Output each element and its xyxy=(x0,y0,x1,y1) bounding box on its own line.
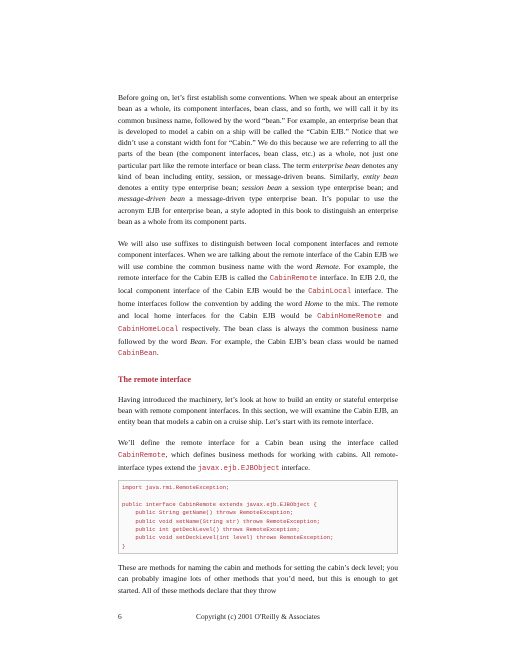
code-cabinhomeremote: CabinHomeRemote xyxy=(317,312,382,321)
paragraph-conventions: Before going on, let’s first establish some conventions. When we speak about an enterprise bean as a whole, its component interfaces, bean class, and so forth, we will call it by its common business name, followed by the word “bean.” For example, an enterprise bean that is developed to model a cabin on a ship will be called the “Cabin EJB.” Notice that we didn’t use a constant width font for “Cabin.” We do this because we are referring to all the parts of the bean (the component interfaces, bean class, etc.) as a whole, not just one particular part like the remote interface or bean class. The term enterprise bean denotes any kind of bean including entity, session, or message-driven beans. Similarly, entity bean denotes a entity type enterprise bean; session bean a session type enterprise bean; and message-driven bean a message-driven type enterprise bean. It’s popular to use the acronym EJB for enterprise bean, a style adopted in this book to distinguish an enterprise bean as a whole from its component parts. xyxy=(118,93,398,226)
paragraph-intro: Having introduced the machinery, let’s look at how to build an entity or stateful enterprise bean with remote component interfaces. In this section, we will examine the Cabin EJB, an entity bean that models a cabin on a cruise ship. Let’s start with its remote interface. xyxy=(118,394,398,426)
copyright-notice: Copyright (c) 2001 O'Reilly & Associates xyxy=(196,612,320,621)
page-number: 6 xyxy=(118,612,122,621)
paragraph-define-remote: We’ll define the remote interface for a Cabin bean using the interface called CabinRemote, which defines business methods for working with cabins. All remote-interface types extend the javax.ejb.EJBObject interface. xyxy=(118,438,398,473)
code-cabinhomelocal: CabinHomeLocal xyxy=(118,325,179,334)
code-block: import java.rmi.RemoteException; public interface CabinRemote extends javax.ejb.EJBObject { public String getName() throws RemoteException; public void setName(String str) throws RemoteException; public int getDeckLevel() throws RemoteException; public void setDeckLevel(int level) throws RemoteException; } xyxy=(118,480,398,554)
section-heading: The remote interface xyxy=(118,374,192,384)
paragraph-methods: These are methods for naming the cabin and methods for setting the cabin’s deck level; you can probably imagine lots of other methods that you’d need, but this is enough to get started. All of these methods declare that they throw xyxy=(118,563,398,595)
code-cabinbean: CabinBean xyxy=(118,350,157,359)
code-ejbobject: javax.ejb.EJBObject xyxy=(197,464,280,473)
code-cabinremote: CabinRemote xyxy=(269,274,318,283)
code-cabinlocal: CabinLocal xyxy=(308,288,352,296)
paragraph-suffixes: We will also use suffixes to distinguish between local component interfaces and remote component interfaces. When we are talking about the remote interface of the Cabin EJB we will use combine the common business name with the word Remote. For example, the remote interface for the Cabin EJB is called the CabinRemote interface. In EJB 2.0, the local component interface of the Cabin EJB would be the CabinLocal interface. The home interfaces follow the convention by adding the word Home to the mix. The remote and local home interfaces for the Cabin EJB would be CabinHomeRemote and CabinHomeLocal respectively. The bean class is always the common business name followed by the word Bean. For example, the Cabin EJB’s bean class would be named CabinBean. xyxy=(118,239,399,359)
code-cabinremote-2: CabinRemote xyxy=(118,451,166,460)
page-content xyxy=(118,92,398,596)
